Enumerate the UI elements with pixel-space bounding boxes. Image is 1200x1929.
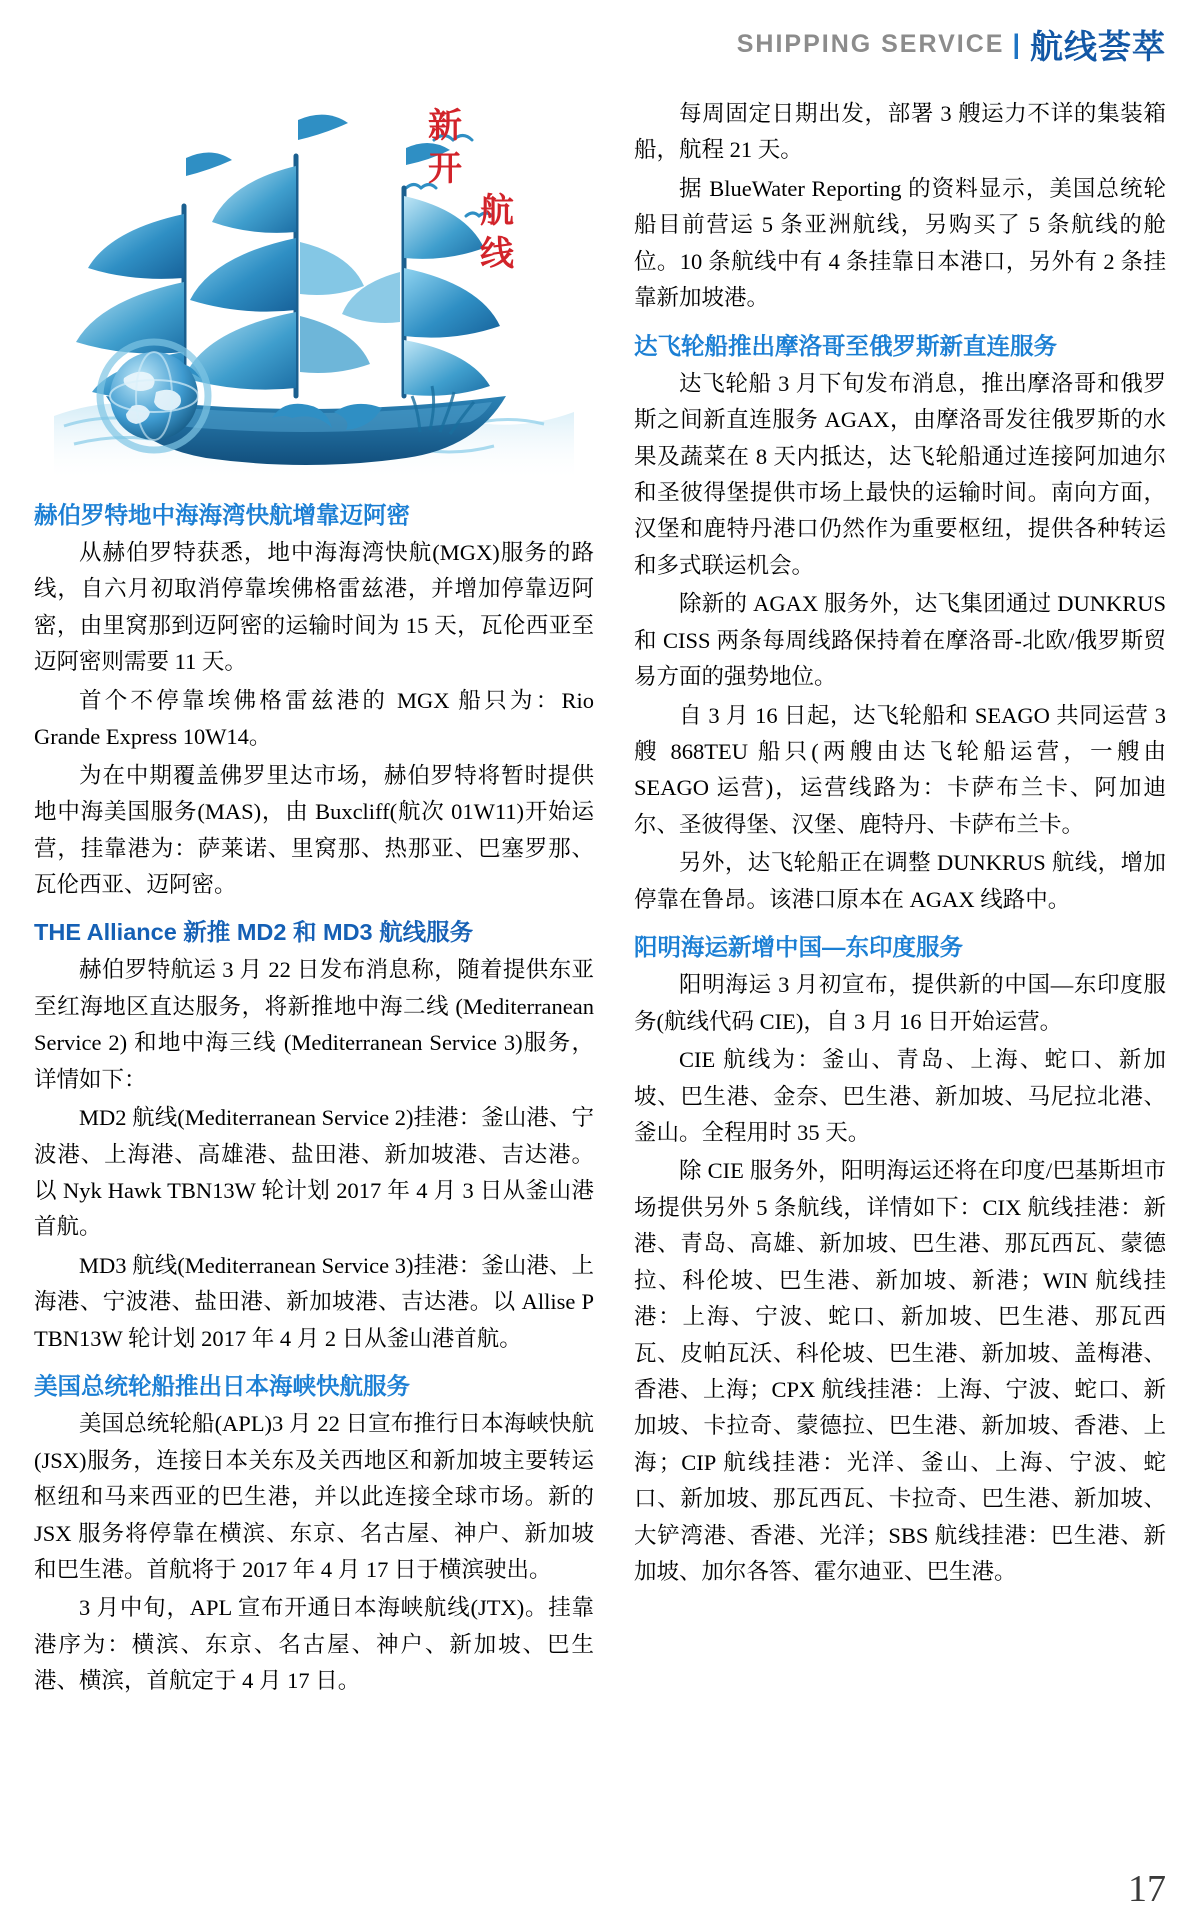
right-column [634, 96, 1166, 1859]
header-chinese-title: 航线荟萃 [1030, 27, 1166, 65]
stamp-line-2: 开 [428, 150, 464, 188]
paragraph: 另外，达飞轮船正在调整 DUNKRUS 航线，增加停靠在鲁昂。该港口原本在 AGAX 线路中。 [634, 850, 1166, 912]
page-header [0, 0, 1200, 88]
paragraph: 为在中期覆盖佛罗里达市场，赫伯罗特将暂时提供地中海美国服务(MAS)，由 Buxcliff(航次 01W11)开始运营，挂靠港为：萨莱诺、里窝那、热那亚、巴塞罗那、瓦伦西亚、迈阿密。 [34, 762, 594, 897]
sailing-ship-globe-illustration [34, 96, 594, 486]
paragraph: 据 BlueWater Reporting 的资料显示，美国总统轮船目前营运 5 条亚洲航线，另购买了 5 条航线的舱位。10 条航线中有 4 条挂靠日本港口，另外有 2 条挂靠新加坡港。 [634, 175, 1166, 311]
stamp-line-1: 新 [428, 108, 464, 145]
paragraph: 自 3 月 16 日起，达飞轮船和 SEAGO 共同运营 3 艘 868TEU 船只(两艘由达飞轮船运营，一艘由 SEAGO 运营)，运营线路为：卡萨布兰卡、阿加迪尔、圣彼得堡、汉堡、鹿特丹、卡萨布兰卡。 [634, 702, 1166, 837]
section-heading-apl-jsx: 美国总统轮船推出日本海峡快航服务 [34, 1373, 410, 1400]
paragraph: 首个不停靠埃佛格雷兹港的 MGX 船只为：Rio Grande Express 10W14。 [34, 687, 594, 750]
paragraph: 3 月中旬，APL 宣布开通日本海峡航线(JTX)。挂靠港序为：横滨、东京、名古屋、神户、新加坡、巴生港、横滨，首航定于 4 月 17 日。 [34, 1595, 594, 1694]
paragraph: 每周固定日期出发，部署 3 艘运力不详的集装箱船，航程 21 天。 [634, 101, 1166, 163]
paragraph: 从赫伯罗特获悉，地中海海湾快航(MGX)服务的路线，自六月初取消停靠埃佛格雷兹港，并增加停靠迈阿密，由里窝那到迈阿密的运输时间为 15 天，瓦伦西亚至迈阿密则需要 11 天。 [34, 540, 594, 675]
header-english-title: SHIPPING SERVICE [736, 29, 1005, 58]
paragraph: CIE 航线为：釜山、青岛、上海、蛇口、新加坡、巴生港、金奈、巴生港、新加坡、马尼拉北港、釜山。全程用时 35 天。 [634, 1047, 1166, 1145]
page-content [34, 96, 1166, 1859]
paragraph: 达飞轮船 3 月下旬发布消息，推出摩洛哥和俄罗斯之间新直连服务 AGAX，由摩洛哥发往俄罗斯的水果及蔬菜在 8 天内抵达，达飞轮船通过连接阿加迪尔和圣彼得堡提供市场上最快的运输时间。南向方面，汉堡和鹿特丹港口仍然作为重要枢纽，提供各种转运和多式联运机会。 [634, 370, 1166, 578]
globe-icon [100, 342, 208, 450]
paragraph: 美国总统轮船(APL)3 月 22 日宣布推行日本海峡快航(JSX)服务，连接日本关东及关西地区和新加坡主要转运枢纽和马来西亚的巴生港，并以此连接全球市场。新的 JSX 服务将停靠在横滨、东京、名古屋、神户、新加坡和巴生港。首航将于 2017 年 4 月 17 日于横滨驶出。 [34, 1411, 594, 1582]
section-heading-cma-cgm-agax: 达飞轮船推出摩洛哥至俄罗斯新直连服务 [634, 332, 1057, 359]
paragraph: MD3 航线(Mediterranean Service 3)挂港：釜山港、上海港、宁波港、盐田港、新加坡港、吉达港。以 Allise P TBN13W 轮计划 2017 年 4 月 2 日从釜山港首航。 [34, 1252, 594, 1351]
page-number: 17 [1128, 1868, 1166, 1910]
left-column [34, 96, 594, 1859]
header-separator: | [1012, 28, 1020, 59]
stamp-line-4: 线 [480, 235, 516, 273]
stamp-line-3: 航 [480, 193, 516, 230]
paragraph: 阳明海运 3 月初宣布，提供新的中国—东印度服务(航线代码 CIE)，自 3 月 16 日开始运营。 [634, 972, 1166, 1034]
section-heading-hapag-mgx: 赫伯罗特地中海海湾快航增靠迈阿密 [34, 502, 410, 528]
paragraph: 除 CIE 服务外，阳明海运还将在印度/巴基斯坦市场提供另外 5 条航线，详情如下：CIX 航线挂港：新港、青岛、高雄、新加坡、巴生港、那瓦西瓦、蒙德拉、科伦坡、巴生港、新加坡、新港；WIN 航线挂港：上海、宁波、蛇口、新加坡、巴生港、那瓦西瓦、皮帕瓦沃、科伦坡、巴生港、新加坡、盖梅港、香港、上海；CPX 航线挂港：上海、宁波、蛇口、新加坡、卡拉奇、蒙德拉、巴生港、新加坡、香港、上海；CIP 航线挂港：光洋、釜山、上海、宁波、蛇口、新加坡、那瓦西瓦、卡拉奇、巴生港、新加坡、大铲湾港、香港、光洋；SBS 航线挂港：巴生港、新加坡、加尔各答、霍尔迪亚、巴生港。 [634, 1158, 1166, 1585]
new-route-stamp [428, 106, 538, 276]
paragraph: 除新的 AGAX 服务外，达飞集团通过 DUNKRUS 和 CISS 两条每周线路保持着在摩洛哥-北欧/俄罗斯贸易方面的强势地位。 [634, 591, 1166, 690]
section-heading-the-alliance: THE Alliance 新推 MD2 和 MD3 航线服务 [34, 919, 474, 946]
paragraph: MD2 航线(Mediterranean Service 2)挂港：釜山港、宁波港、上海港、高雄港、盐田港、新加坡港、吉达港。以 Nyk Hawk TBN13W 轮计划 2017 年 4 月 3 日从釜山港首航。 [34, 1105, 594, 1240]
paragraph: 赫伯罗特航运 3 月 22 日发布消息称，随着提供东亚至红海地区直达服务，将新推地中海二线 (Mediterranean Service 2) 和地中海三线 (Mediterranean Service 3)服务，详情如下： [34, 957, 594, 1092]
section-heading-yangming-cie: 阳明海运新增中国—东印度服务 [634, 934, 963, 961]
